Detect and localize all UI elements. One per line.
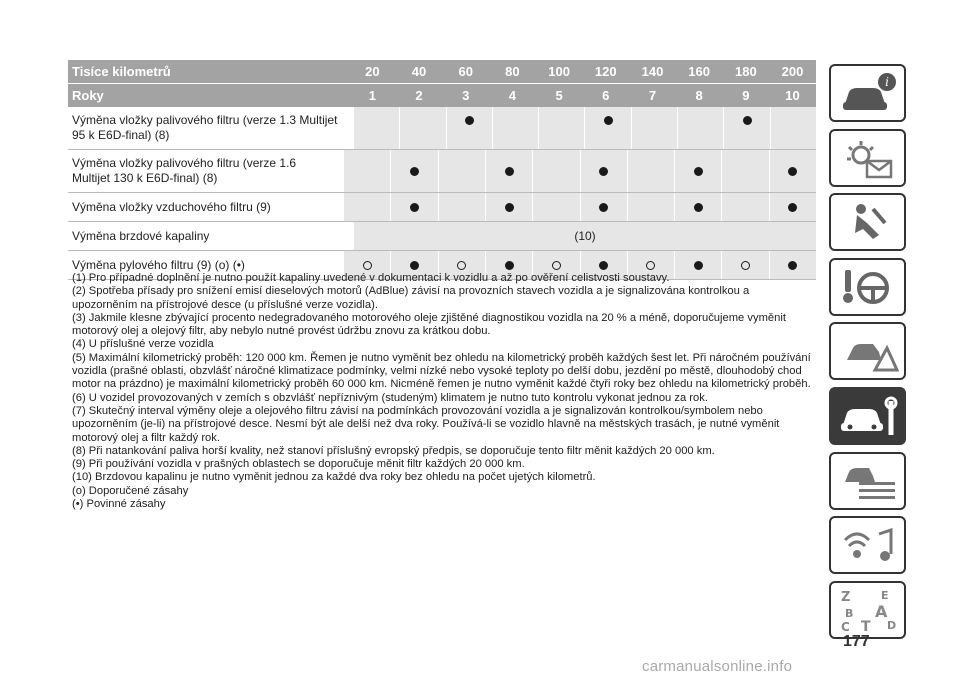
interval-cell: [769, 150, 816, 192]
interval-cell: [390, 193, 437, 221]
year-2: 2: [415, 88, 423, 103]
interval-cell: [438, 150, 485, 192]
tab-index[interactable]: [829, 581, 906, 639]
mandatory-mark: [505, 261, 514, 270]
year-9: 9: [742, 88, 750, 103]
mandatory-mark: [743, 116, 752, 125]
row-label: Výměna vložky palivového filtru (verze 1.6 Multijet 130 k E6D-final) (8): [72, 156, 297, 185]
interval-cell: [485, 150, 532, 192]
km-120: 120: [594, 64, 617, 79]
km-80: 80: [505, 64, 520, 79]
index-letter: C: [841, 619, 850, 633]
row-cells: [343, 193, 816, 221]
interval-cell: [446, 107, 492, 149]
year-8: 8: [695, 88, 703, 103]
index-letter: E: [881, 588, 889, 602]
interval-cell: [343, 150, 390, 192]
interval-cell: [353, 107, 399, 149]
mandatory-mark: [604, 116, 613, 125]
interval-cell: [399, 107, 445, 149]
footnote: (7) Skutečný interval výměny oleje a olejového filtru závisí na podmínkách provozování vozidla a je signalizován kontrolkou/symbolem nebo upozorněním (je-li) na přístrojové desce. Nesmí být ale delší než dva roky. Používá-li se vozidlo hlavně na městských trasách, je nutné vyměnit motorový olej a filtr každý rok.: [72, 404, 780, 444]
mandatory-mark: [599, 203, 608, 212]
footnote: (9) Při používání vozidla v prašných oblastech se doporučuje měnit filtr každých 20 000 km.: [72, 458, 525, 471]
footnote: (o) Doporučené zásahy: [72, 484, 189, 497]
mandatory-mark: [694, 261, 703, 270]
interval-cell: [343, 193, 390, 221]
index-letter: T: [861, 618, 871, 633]
row-label: Výměna vložky palivového filtru (verze 1.3 Multijet 95 k E6D-final) (8): [72, 113, 338, 142]
index-letter: Z: [841, 589, 851, 605]
seat-airbag-icon: [839, 201, 899, 245]
km-160: 160: [688, 64, 710, 79]
recommended-mark: [552, 261, 561, 270]
interval-cell: [532, 193, 579, 221]
year-6: 6: [602, 88, 610, 103]
car-info-icon: [839, 72, 899, 116]
km-20: 20: [365, 64, 380, 79]
interval-cell: [723, 107, 769, 149]
year-7: 7: [648, 88, 657, 103]
recommended-mark: [363, 261, 372, 270]
recommended-mark: [741, 261, 750, 270]
km-180: 180: [734, 64, 757, 79]
tab-safety[interactable]: [829, 193, 906, 251]
interval-cell: [721, 150, 768, 192]
mandatory-mark: [410, 167, 419, 176]
tab-car-info[interactable]: [829, 64, 906, 122]
tab-emergency[interactable]: [829, 322, 906, 380]
mandatory-mark: [694, 167, 703, 176]
footnote: (10) Brzdovou kapalinu je nutno vyměnit jednou za každé dva roky bez ohledu na počet ujetých kilometrů.: [72, 471, 596, 484]
row-label: Výměna brzdové kapaliny: [72, 228, 210, 243]
footnote: (5) Maximální kilometrický proběh: 120 000 km. Řemen je nutno vyměnit bez ohledu na kilometrický proběh každých šest let. Při náročném používání vozidla (prašné oblasti, obzvlášť náročné klimatizace podmínky, velmi nízké nebo vysoké teploty po delší dobu, jezdění po městě, dlouhodobý chod motor na prázdno) je maximální kilometrický proběh 60 000 km. Nicméně řemen je nutno vyměnit každé čtyři roky bez ohledu na kilometrický proběh.: [72, 351, 811, 391]
tab-multimedia[interactable]: [829, 516, 906, 574]
warning-light-message-icon: [839, 137, 899, 181]
mandatory-mark: [410, 261, 419, 270]
row-cells: [343, 150, 816, 192]
footnote: (8) Při natankování paliva horší kvality, než stanoví příslušný evropský předpis, se doporučuje tento filtr měnit každých 20 000 km.: [72, 444, 715, 457]
km-200: 200: [781, 64, 804, 79]
interval-cell: [674, 193, 721, 221]
year-1: 1: [368, 88, 376, 103]
mandatory-mark: [465, 116, 474, 125]
row-label: Výměna vložky vzduchového filtru (9): [72, 199, 271, 214]
index-letter: B: [845, 606, 854, 620]
tab-technical-data[interactable]: [829, 452, 906, 510]
years-header-row: [68, 83, 816, 107]
table-row: [68, 150, 816, 193]
km-header-row: [68, 60, 816, 83]
mandatory-mark: [694, 203, 703, 212]
key-steering-wheel-icon: [839, 266, 899, 310]
tab-starting-driving[interactable]: [829, 258, 906, 316]
interval-cell: [631, 107, 677, 149]
watermark: carmanualsonline.info: [642, 658, 793, 675]
year-10: 10: [785, 88, 800, 103]
footnote: (2) Spotřeba přísady pro snížení emisí dieselových motorů (AdBlue) závisí na provozních stavech vozidla a je signalizována kontrolkou a upozorněním na přístrojové desce (u příslušné verze vozidla).: [72, 285, 750, 311]
tab-warning-lights[interactable]: [829, 129, 906, 187]
interval-cell: [580, 150, 627, 192]
table-row: [68, 193, 816, 222]
interval-cell: [769, 193, 816, 221]
interval-cell: [532, 150, 579, 192]
recommended-mark: [457, 261, 466, 270]
interval-cell: [538, 107, 584, 149]
km-100: 100: [548, 64, 570, 79]
mandatory-mark: [599, 167, 608, 176]
interval-cell: [584, 107, 630, 149]
alphabetical-index-icon: [839, 589, 899, 633]
index-letter: A: [875, 601, 888, 621]
footnote: (•) Povinné zásahy: [72, 498, 166, 511]
multimedia-signal-icon: [839, 524, 899, 568]
interval-cell: [677, 107, 723, 149]
years-header-label: Roky: [72, 88, 104, 103]
mandatory-mark: [410, 203, 419, 212]
mandatory-mark: [599, 261, 608, 270]
year-5: 5: [555, 88, 563, 103]
footnotes: [72, 272, 812, 511]
interval-cell: [770, 107, 816, 149]
interval-cell: [438, 193, 485, 221]
brake-fluid-interval: (10): [353, 222, 816, 250]
interval-cell: [674, 150, 721, 192]
interval-cell: [627, 193, 674, 221]
svg-text:i: i: [885, 75, 889, 89]
technical-data-list-icon: [839, 460, 899, 504]
row-label: Výměna pylového filtru (9) (o) (•): [72, 257, 245, 272]
chapter-tabs: [829, 64, 906, 645]
km-40: 40: [411, 64, 427, 79]
mandatory-mark: [505, 167, 514, 176]
footnote: (6) U vozidel provozovaných v zemích s obzvlášť nepříznivým (studeným) klimatem je nutno tuto kontrolu vykonat jednou za rok.: [72, 391, 708, 404]
interval-cell: [721, 193, 768, 221]
interval-cell: [492, 107, 538, 149]
index-letter: D: [887, 618, 897, 632]
tab-maintenance[interactable]: [829, 387, 906, 445]
footnote: (1) Pro případné doplnění je nutno použít kapaliny uvedené v dokumentaci k vozidlu a až po ověření celistvosti soustavy.: [72, 272, 670, 284]
mandatory-mark: [505, 203, 514, 212]
recommended-mark: [646, 261, 655, 270]
maintenance-table: [68, 60, 816, 280]
mandatory-mark: [788, 167, 797, 176]
km-140: 140: [641, 64, 664, 79]
year-4: 4: [508, 88, 517, 103]
row-cells: [353, 107, 816, 149]
mandatory-mark: [788, 203, 797, 212]
interval-cell: [627, 150, 674, 192]
table-row: [68, 222, 816, 251]
table-row: [68, 107, 816, 150]
km-header-label: Tisíce kilometrů: [72, 64, 171, 79]
interval-cell: [390, 150, 437, 192]
emergency-road-icon: [839, 330, 899, 374]
footnote: (3) Jakmile klesne zbývající procento nedegradovaného motorového oleje zjištěné diagnostikou vozidla na 20 % a méně, doporučujeme vyměnit motorový olej a olejový filtr, aby nebylo nutné provést údržbu znovu za krátkou dobu.: [72, 311, 786, 338]
footnote: (4) U příslušné verze vozidla: [72, 338, 214, 351]
page-number: 177: [843, 633, 870, 650]
mandatory-mark: [788, 261, 797, 270]
interval-cell: [485, 193, 532, 221]
interval-cell: [580, 193, 627, 221]
year-3: 3: [462, 88, 470, 103]
car-maintenance-wrench-icon: [839, 395, 899, 439]
km-60: 60: [458, 64, 473, 79]
